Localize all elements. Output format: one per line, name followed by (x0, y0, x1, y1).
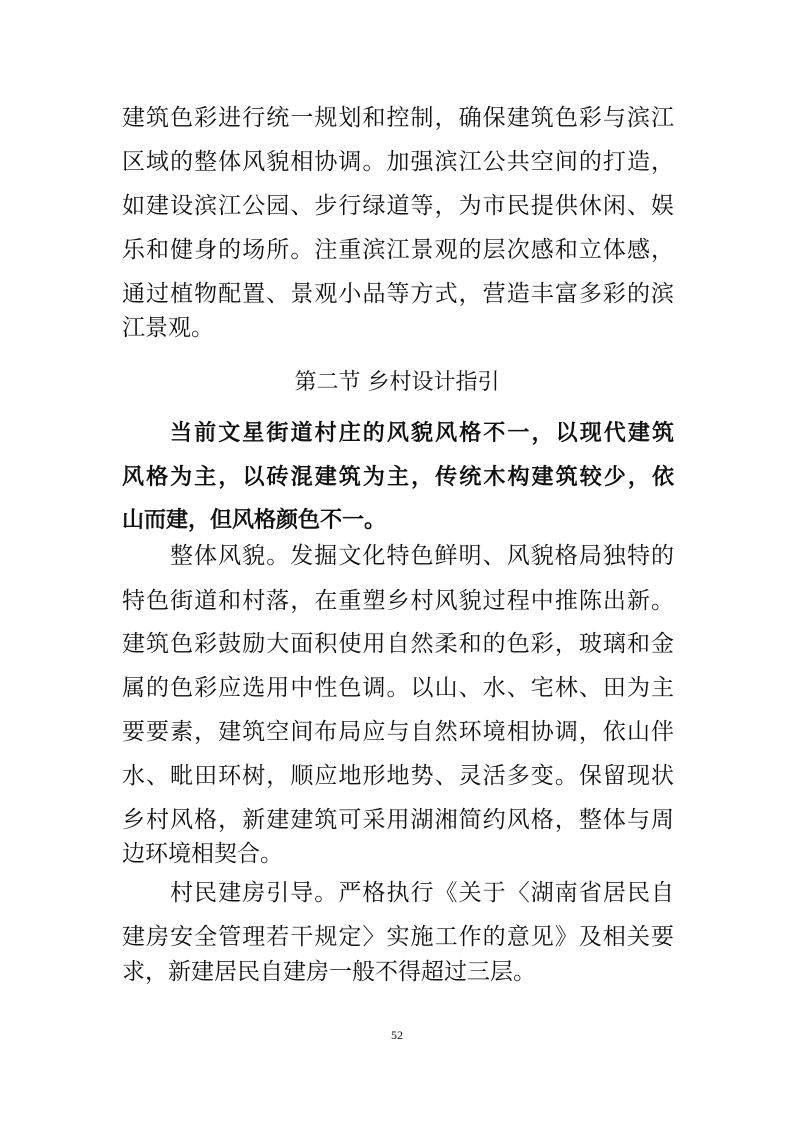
paragraph-line: 如建设滨江公园、步行绿道等，为市民提供休闲、娱 (122, 193, 674, 219)
paragraph-line: 要要素，建筑空间布局应与自然环境相协调，依山伴 (122, 719, 674, 745)
paragraph-line: 水、毗田环树，顺应地形地势、灵活多变。保留现状 (122, 763, 674, 789)
paragraph-line: 整体风貌。发掘文化特色鲜明、风貌格局独特的 (170, 543, 674, 569)
paragraph-line: 乡村风格，新建建筑可采用湖湘简约风格，整体与周 (122, 807, 674, 833)
paragraph-line: 乐和健身的场所。注重滨江景观的层次感和立体感， (122, 237, 674, 263)
paragraph-line: 特色街道和村落，在重塑乡村风貌过程中推陈出新。 (122, 588, 674, 614)
paragraph-line: 建筑色彩进行统一规划和控制，确保建筑色彩与滨江 (122, 105, 674, 131)
paragraph-line: 村民建房引导。严格执行《关于〈湖南省居民自 (170, 880, 674, 906)
paragraph-line: 求，新建居民自建房一般不得超过三层。 (122, 959, 536, 985)
paragraph-line: 区域的整体风貌相协调。加强滨江公共空间的打造， (122, 149, 674, 175)
paragraph-line: 山而建，但风格颜色不一。 (122, 508, 387, 533)
paragraph-line: 建房安全管理若干规定〉实施工作的意见》及相关要 (122, 924, 674, 950)
paragraph-line: 建筑色彩鼓励大面积使用自然柔和的色彩，玻璃和金 (122, 631, 674, 657)
paragraph-line: 属的色彩应选用中性色调。以山、水、宅林、田为主 (122, 675, 674, 701)
section-heading: 第二节 乡村设计指引 (294, 370, 500, 395)
paragraph-line: 通过植物配置、景观小品等方式，营造丰富多彩的滨 (122, 281, 674, 307)
paragraph-line: 当前文星街道村庄的风貌风格不一，以现代建筑 (170, 421, 674, 446)
paragraph-line: 江景观。 (122, 315, 214, 341)
page-number: 52 (391, 1028, 403, 1042)
paragraph-line: 风格为主，以砖混建筑为主，传统木构建筑较少，依 (122, 465, 674, 490)
paragraph-line: 边环境相契合。 (122, 841, 283, 867)
